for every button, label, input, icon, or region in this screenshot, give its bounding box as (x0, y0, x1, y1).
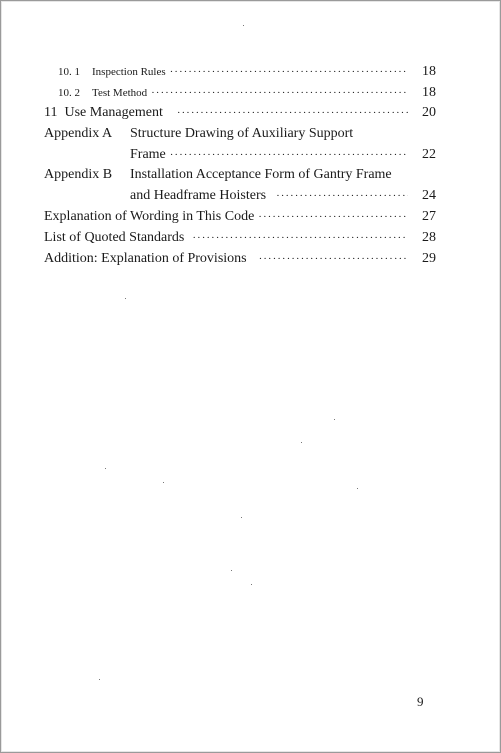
toc-page: 27 (422, 209, 436, 224)
toc-title: Frame (130, 147, 166, 162)
scan-speck (99, 679, 100, 680)
toc-entry-11[interactable] (44, 105, 436, 121)
scan-speck (334, 419, 335, 420)
toc-page: 18 (422, 85, 436, 100)
leader-dots (170, 67, 408, 78)
toc-number: 10. 1 (58, 66, 80, 78)
toc-title: Installation Acceptance Form of Gantry Frame (130, 167, 392, 182)
toc-entry-10-1[interactable] (58, 64, 436, 80)
toc-title: Structure Drawing of Auxiliary Support (130, 126, 354, 141)
toc-entry-appendix-b[interactable] (44, 167, 436, 183)
toc-page: 24 (422, 188, 436, 203)
leader-dots (258, 212, 408, 223)
toc-page: 20 (422, 105, 436, 120)
scan-speck (163, 482, 164, 483)
leader-dots (170, 150, 408, 161)
toc-number: Appendix B (44, 167, 113, 182)
toc-title: Use Management (64, 105, 163, 120)
scan-speck (251, 584, 252, 585)
toc-title: and Headframe Hoisters (130, 188, 267, 203)
toc-title: Test Method (92, 87, 148, 99)
leader-dots (192, 233, 408, 244)
toc-entry-appendix-a-cont[interactable] (130, 147, 436, 163)
leader-dots (177, 108, 408, 119)
scan-speck (241, 517, 242, 518)
toc-number: 11 (44, 105, 58, 120)
toc-number: 10. 2 (58, 87, 80, 99)
page-number: 9 (417, 694, 424, 709)
leader-dots (276, 191, 408, 202)
toc-page: 28 (422, 230, 436, 245)
toc-entry-addition[interactable] (44, 251, 436, 267)
toc-title: Explanation of Wording in This Code (44, 209, 255, 224)
toc-entry-wording[interactable] (44, 209, 436, 225)
toc-entry-10-2[interactable] (58, 85, 436, 101)
toc-entry-appendix-b-cont[interactable] (130, 188, 436, 204)
leader-dots (259, 254, 408, 265)
toc-number: Appendix A (44, 126, 113, 141)
toc-page: 29 (422, 251, 436, 266)
toc-page: 18 (422, 64, 436, 79)
toc-page: 22 (422, 147, 436, 162)
toc-entry-appendix-a[interactable] (44, 126, 436, 142)
scan-speck (357, 488, 358, 489)
scan-speck (125, 298, 126, 299)
scan-speck (231, 570, 232, 571)
scan-speck (243, 25, 244, 26)
leader-dots (151, 88, 408, 99)
toc-entry-quoted-standards[interactable] (44, 230, 436, 246)
toc-title: Inspection Rules (92, 66, 166, 78)
scan-speck (105, 468, 106, 469)
scan-speck (301, 442, 302, 443)
toc-title: Addition: Explanation of Provisions (44, 251, 247, 266)
toc-title: List of Quoted Standards (44, 230, 185, 245)
